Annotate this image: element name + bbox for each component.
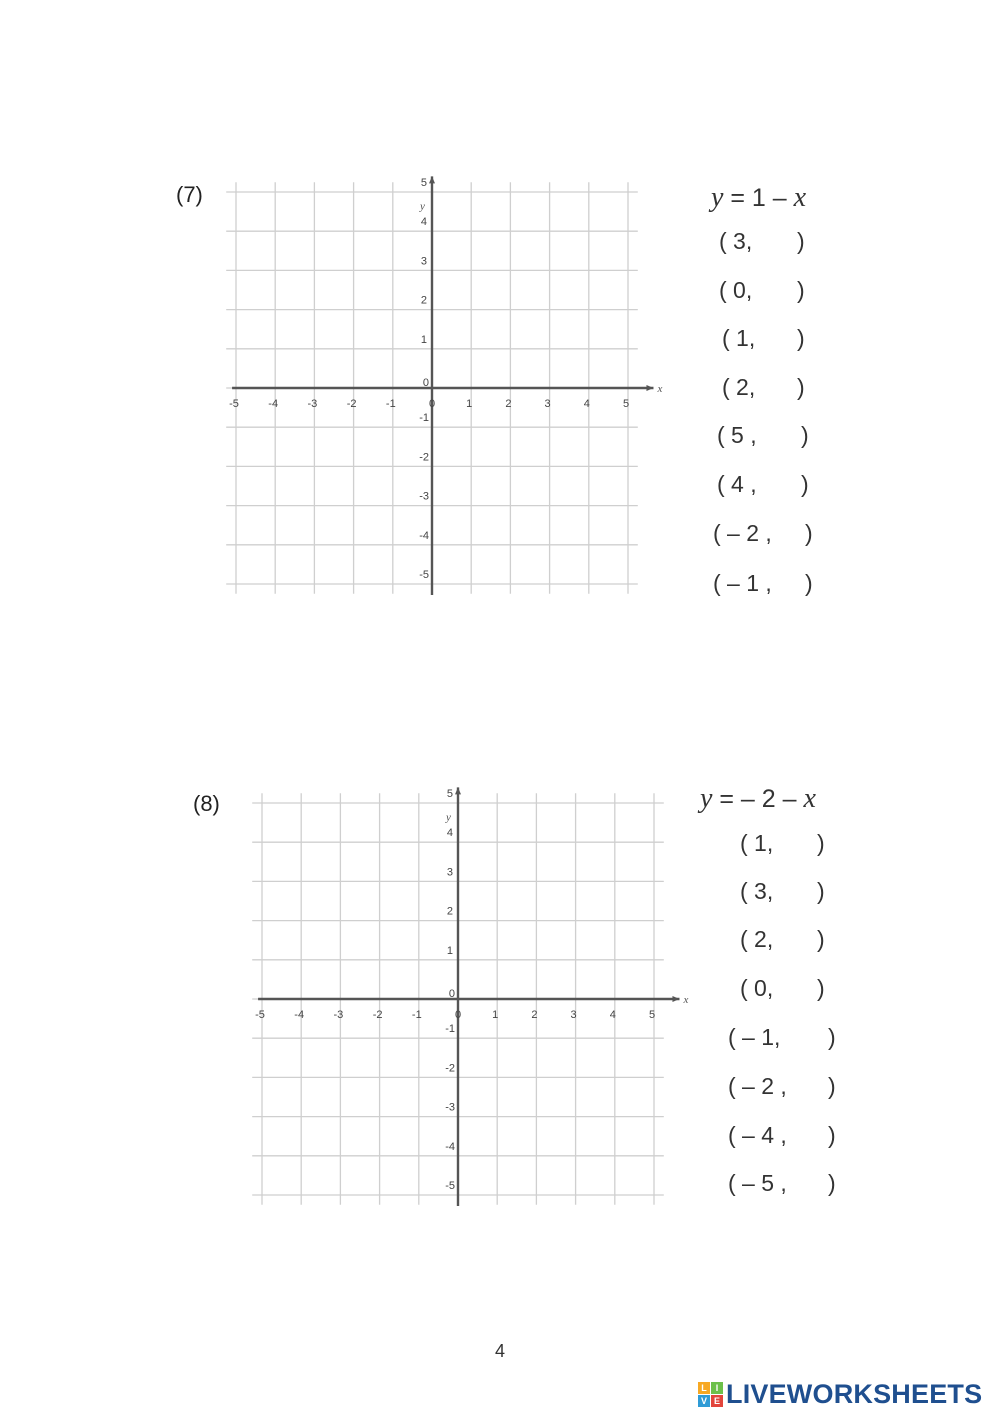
y-axis-label: y [420,200,425,213]
y-tick-label: -4 [419,529,429,542]
x-tick-label: 2 [505,398,512,410]
ordered-pair[interactable] [713,520,813,547]
brand-logo[interactable] [698,1378,982,1410]
y-tick-label: -3 [419,490,429,503]
y-tick-label: -1 [445,1023,455,1036]
x-tick-label: 3 [544,398,551,410]
y-tick-label: -2 [445,1062,455,1075]
ordered-pair-close: ) [828,1073,836,1099]
x-axis-arrow-icon [646,385,653,391]
y-tick-label: -5 [419,569,429,581]
y-axis-arrow-icon [455,787,461,794]
ordered-pair-close: ) [817,830,825,856]
y-tick-label: 5 [446,788,453,800]
ordered-pair[interactable] [740,878,825,905]
ordered-pair-close: ) [797,277,805,303]
ordered-pair-close: ) [828,1122,836,1148]
ordered-pair[interactable] [722,374,805,401]
ordered-pair-close: ) [797,325,805,351]
x-tick-label: 0 [454,1009,462,1021]
equation-rhs: = – 2 – [712,785,804,813]
x-tick-label: -2 [372,1009,383,1021]
x-tick-label: -5 [255,1009,265,1021]
coordinate-grid[interactable] [248,783,698,1213]
y-tick-label: 1 [446,944,453,957]
ordered-pair[interactable] [728,1024,836,1051]
ordered-pair[interactable] [719,277,805,304]
ordered-pair-close: ) [817,878,825,904]
ordered-pair-x: ( 2, [722,374,756,400]
ordered-pair[interactable] [728,1170,836,1197]
x-tick-label: -4 [294,1009,305,1021]
equation-x: x [793,182,807,213]
brand-logo-tile: L [698,1382,710,1394]
ordered-pair-x: ( 3, [719,228,753,254]
ordered-pair-close: ) [817,926,825,952]
ordered-pair[interactable] [740,926,825,953]
ordered-pair-x: ( 1, [740,830,774,856]
x-tick-label: 0 [428,398,436,410]
ordered-pair-x: ( 0, [740,975,774,1001]
ordered-pair-x: ( 5 , [717,422,757,448]
x-tick-label: 4 [583,398,590,410]
ordered-pair-x: ( – 1, [728,1024,781,1050]
x-tick-label: 3 [570,1009,577,1021]
equation-rhs: = 1 – [723,184,794,212]
x-axis-label: x [683,994,689,1006]
ordered-pair-close: ) [805,520,813,546]
x-tick-label: -1 [411,1009,422,1021]
y-tick-label: 4 [446,827,453,840]
ordered-pair-x: ( – 4 , [728,1122,787,1148]
ordered-pair-close: ) [805,570,813,596]
ordered-pair-x: ( – 2 , [713,520,772,546]
x-tick-label: -4 [268,398,279,410]
ordered-pair[interactable] [722,325,805,352]
ordered-pair-close: ) [801,471,809,497]
y-tick-label: -2 [419,451,429,464]
ordered-pair-close: ) [817,975,825,1001]
ordered-pair-close: ) [828,1024,836,1050]
equation-y: y [700,783,713,814]
ordered-pair-x: ( 0, [719,277,753,303]
x-tick-label: 1 [466,398,473,410]
equation-y: y [711,182,724,213]
ordered-pair-x: ( 1, [722,325,756,351]
equation-x: x [803,783,816,814]
ordered-pair-x: ( – 5 , [728,1170,787,1196]
origin-label: 0 [448,988,455,1000]
y-tick-label: 2 [446,905,453,918]
ordered-pair-x: ( – 2 , [728,1073,787,1099]
y-tick-label: 3 [420,255,427,268]
brand-logo-icon [698,1382,723,1407]
ordered-pair-close: ) [828,1170,836,1196]
y-tick-label: 1 [420,333,427,346]
ordered-pair[interactable] [740,830,825,857]
ordered-pair-close: ) [801,422,809,448]
ordered-pair[interactable] [728,1073,836,1100]
ordered-pair-x: ( 3, [740,878,774,904]
brand-name: LIVEWORKSHEETS [726,1378,983,1409]
ordered-pair[interactable] [719,228,805,255]
ordered-pair[interactable] [717,471,809,498]
x-tick-label: 4 [609,1009,616,1021]
brand-logo-tile: I [711,1382,723,1394]
ordered-pair[interactable] [717,422,809,449]
x-tick-label: -5 [229,398,239,410]
equation [711,182,806,214]
x-axis-arrow-icon [672,996,679,1002]
ordered-pair-close: ) [797,374,805,400]
problem-number: (7) [176,182,203,207]
ordered-pair-x: ( 4 , [717,471,757,497]
y-tick-label: 2 [420,294,427,307]
ordered-pair[interactable] [728,1122,836,1149]
problem-number: (8) [193,791,220,816]
x-tick-label: -2 [346,398,357,410]
y-axis-arrow-icon [429,176,435,183]
x-tick-label: 5 [622,398,630,410]
x-tick-label: -3 [333,1009,344,1021]
x-tick-label: -1 [385,398,396,410]
equation [700,783,816,815]
y-tick-label: -3 [445,1101,455,1114]
x-axis-label: x [657,383,663,395]
x-tick-label: -3 [307,398,318,410]
x-tick-label: 2 [531,1009,538,1021]
brand-logo-tile: V [698,1395,710,1407]
ordered-pair-x: ( – 1 , [713,570,772,596]
y-tick-label: 5 [420,177,427,189]
x-tick-label: 5 [648,1009,656,1021]
y-tick-label: 3 [446,866,453,879]
ordered-pair[interactable] [713,570,813,597]
brand-logo-tile: E [711,1395,723,1407]
coordinate-grid[interactable] [222,172,672,602]
origin-label: 0 [422,377,429,389]
y-tick-label: 4 [420,216,427,229]
ordered-pair[interactable] [740,975,825,1002]
ordered-pair-x: ( 2, [740,926,774,952]
y-tick-label: -4 [445,1140,455,1153]
y-tick-label: -5 [445,1180,455,1192]
y-tick-label: -1 [419,412,429,425]
page-number: 4 [494,1341,505,1361]
ordered-pair-close: ) [797,228,805,254]
x-tick-label: 1 [492,1009,499,1021]
y-axis-label: y [446,811,451,824]
